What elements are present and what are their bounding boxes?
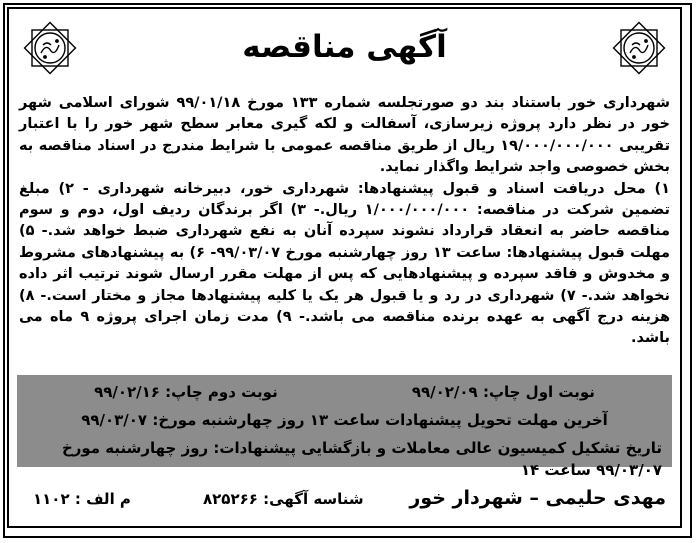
alef-number: م الف : ۱۱۰۲	[33, 490, 131, 508]
print-dates-row	[27, 381, 662, 403]
notice-box	[7, 7, 682, 528]
intro-paragraph: شهرداری خور باستناد بند دو صورتجلسه شماره ۱۳۳ مورخ ۹۹/۰۱/۱۸ شورای اسلامی شهر خور در نظر دارد پروژه زیرسازی، آسفالت و لکه گیری معابر سطح شهر خور را با اعتبار تقریبی ۱۹/۰۰۰/۰۰۰/۰۰۰ ریال از طریق مناقصه عمومی با شرایط مندرج در اسناد مناقصه به بخش خصوصی واجد شرایط واگذار نماید.	[19, 95, 671, 176]
conditions-paragraph: ۱) محل دریافت اسناد و قبول پیشنهادها: شهرداری خور، دبیرخانه شهرداری - ۲) مبلغ تضمین شرکت در مناقصه: ۱/۰۰۰/۰۰۰/۰۰۰ ریال.- ۳) اگر برندگان ردیف اول، دوم و سوم مناقصه حاضر به انعقاد قرارداد نشوند سپرده آنان به نفع شهرداری ضبط خواهد شد.- ۵) مهلت قبول پیشنهادها: ساعت ۱۳ روز چهارشنبه مورخ ۹۹/۰۳/۰۷- ۶) به پیشنهادهای مشروط و مخدوش و فاقد سپرده و پیشنهادهایی که پس از مهلت مقرر ارسال شوند ترتیب اثر داده نخواهد شد.- ۷) شهرداری در رد و یا قبول هر یک یا کلیه پیشنهادها مجاز و مختار است.- ۸) هزینه درج آگهی به عهده برنده مناقصه می باشد.- ۹) مدت زمان اجرای پروژه ۹ ماه می باشد.	[19, 180, 670, 347]
notice-body	[19, 93, 670, 350]
signer-name: مهدی حلیمی – شهردار خور	[409, 487, 666, 509]
submission-deadline: آخرین مهلت تحویل پیشنهادات ساعت ۱۳ روز چهارشنبه مورخ: ۹۹/۰۳/۰۷	[81, 411, 608, 429]
schedule-band	[17, 375, 672, 479]
ad-id: شناسه آگهی: ۸۲۵۲۶۶	[203, 490, 364, 508]
first-print-date: نوبت اول چاپ: ۹۹/۰۲/۰۹	[411, 383, 595, 401]
notice-title: آگهی مناقصه	[242, 29, 447, 65]
commission-date: تاریخ تشکیل کمیسیون عالی معاملات و بازگشایی پیشنهادات: روز چهارشنبه مورخ ۹۹/۰۳/۰۷ ساعت ۱۴	[61, 439, 662, 479]
notice-footer	[23, 484, 666, 512]
second-print-date: نوبت دوم چاپ: ۹۹/۰۲/۱۶	[94, 383, 278, 401]
